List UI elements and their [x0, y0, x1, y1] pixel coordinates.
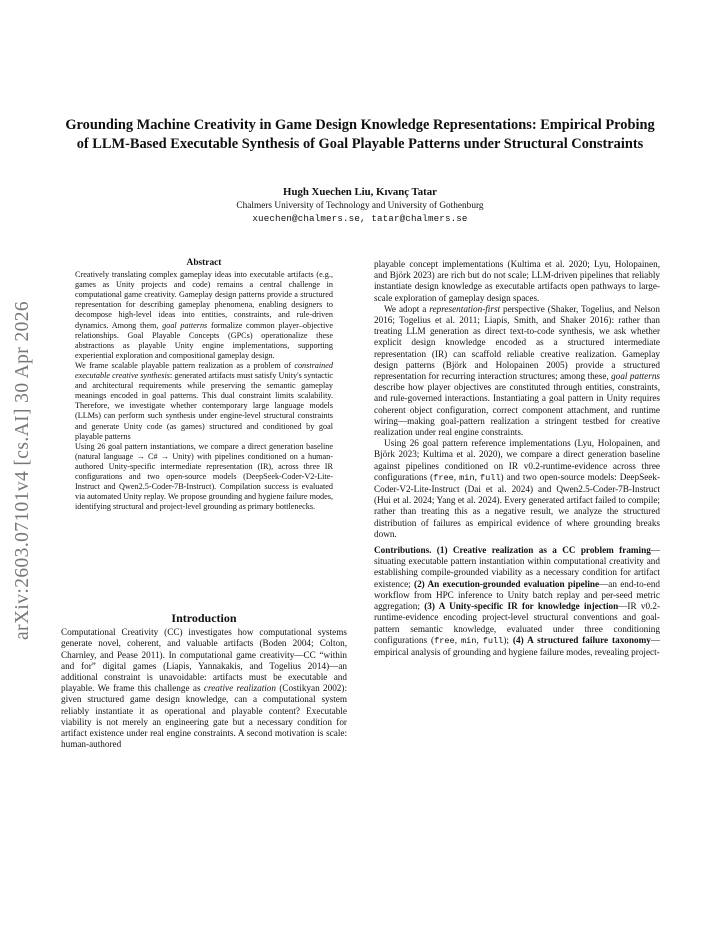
right-column [374, 259, 660, 658]
config-full: full [479, 472, 501, 483]
abstract-section [75, 258, 333, 512]
introduction-section [61, 613, 347, 750]
right-paragraph-1: playable concept implementations (Kultima et al. 2020; Lyu, Holopainen, and Björk 2023) are rich but do not scale; LLM-driven pipelines that reliably instantiate design knowledge as executable artifacts open pathways to large-scale exploration of gameplay design spaces. [374, 259, 660, 303]
author-list: Hugh Xuechen Liu, Kıvanç Tatar [283, 186, 437, 198]
abstract-heading: Abstract [186, 258, 222, 268]
author-emails: xuechen@chalmers.se, tatar@chalmers.se [252, 213, 468, 224]
abstract-paragraph-1: Creatively translating complex gameplay ideas into executable artifacts (e.g., games as Unity projects and code) remains a central challenge in computational game creativity. Gameplay design patterns provide a structured representation for describing gameplay phenomena, enabling designers to decompose high-level ideas into entities, constraints, and rule-driven dynamics. Among them, goal patterns formalize common player–objective relationships. Goal Playable Concepts (GPCs) operationalize these abstractions as playable Unity engine implementations, supporting experiential exploration and compositional gameplay design. [75, 270, 333, 360]
introduction-paragraph-1: Computational Creativity (CC) investigates how computational systems generate novel, coherent, and valuable artifacts (Boden 2004; Colton, Charnley, and Pease 2011). In computational game creativity—CC “within and for” digital games (Liapis, Yannakakis, and Togelius 2014)—an additional constraint is unavoidable: artifacts must be executable and playable. We frame this challenge as creative realization (Costikyan 2002): given structured game design knowledge, can a computational system reliably instantiate it as operational and playable content? Executable viability is not merely an engineering gate but a necessary condition for artifact existence under real engine constraints. A second motivation is scale: human-authored [61, 627, 348, 750]
abstract-paragraph-2: We frame scalable playable pattern realization as a problem of constrained executable creative synthesis: generated artifacts must satisfy Unity's syntactic and architectural requirements while preserving the semantic gameplay meanings encoded in goal patterns. This dual constraint limits scalability. Therefore, we investigate whether contemporary large language models (LLMs) can perform such synthesis under engine-level structural constraints and generate Unity code (as games) structured and conditioned by goal playable patterns [75, 360, 333, 441]
paper-title: Grounding Machine Creativity in Game Design Knowledge Representations: Empirical Probing of LLM-Based Executable Synthesis of Goal Playable Patterns under Structural Constraints [65, 117, 655, 152]
right-paragraph-2: We adopt a representation-first perspective (Shaker, Togelius, and Nelson 2016; Togelius et al. 2011; Liapis, Smith, and Shaker 2016): rather than treating LLM generation as direct text-to-code synthesis, we ask whether explicit design knowledge encoded as a structured intermediate representation (IR) can scaffold reliable creative realization. Gameplay design patterns (Björk and Holopainen 2005) provide a structured representation for recurring interaction structures; among these, goal patterns describe how player objectives are constituted through entities, constraints, and rule-governed interactions. Instantiating a goal pattern in Unity requires coherent object configuration, correct component attachment, and runtime wiring—making goal-pattern realization a stringent testbed for creative realization under real engine constraints. [374, 303, 660, 438]
abstract-paragraph-3: Using 26 goal pattern instantiations, we compare a direct generation baseline (natural language → C# → Unity) with pipelines conditioned on a human-authored Unity-specific intermediate representation (IR), across three IR configurations and two open-source models (DeepSeek-Coder-V2-Lite-Instruct and Qwen2.5-Coder-7B-Instruct). Compilation success is evaluated via automated Unity replay. We propose grounding and hygiene failure modes, identifying structural and project-level grounding as primary bottlenecks. [75, 441, 333, 512]
introduction-heading: Introduction [171, 611, 237, 625]
affiliation: Chalmers University of Technology and University of Gothenburg [236, 201, 484, 211]
arxiv-margin-stamp: arXiv:2603.07101v4 [cs.AI] 30 Apr 2026 [12, 300, 33, 640]
config-free: free [433, 472, 454, 483]
right-paragraph-3: Using 26 goal pattern reference implementations (Lyu, Holopainen, and Björk 2023; Kultima et al. 2020), we compare a direct generation baseline against pipelines conditioned on IR v0.2-runtime-evidence across three configurations (free, min, full) and two open-source models: DeepSeek-Coder-V2-Lite-Instruct (Dai et al. 2024) and Qwen2.5-Coder-7B-Instruct (Hui et al. 2024; Yang et al. 2024). Every generated artifact failed to compile; rather than treating this as a negative result, we analyze the structured distribution of failures as empirical evidence of where grounding breaks down. [374, 438, 661, 539]
config-min: min [459, 472, 475, 483]
contributions-paragraph: Contributions. (1) Creative realization as a CC problem framing—situating executable pattern instantiation within computational creativity and establishing compile-grounded viability as a necessary condition for artifact existence; (2) An execution-grounded evaluation pipeline—an end-to-end workflow from HPC inference to Unity batch replay and per-seed metric aggregation; (3) A Unity-specific IR for knowledge injection—IR v0.2-runtime-evidence encoding project-level structural conventions and goal-pattern semantic knowledge, evaluated under three conditioning configurations (free, min, full); (4) A structured failure taxonomy—empirical analysis of grounding and hygiene failure modes, revealing project- [374, 545, 661, 657]
